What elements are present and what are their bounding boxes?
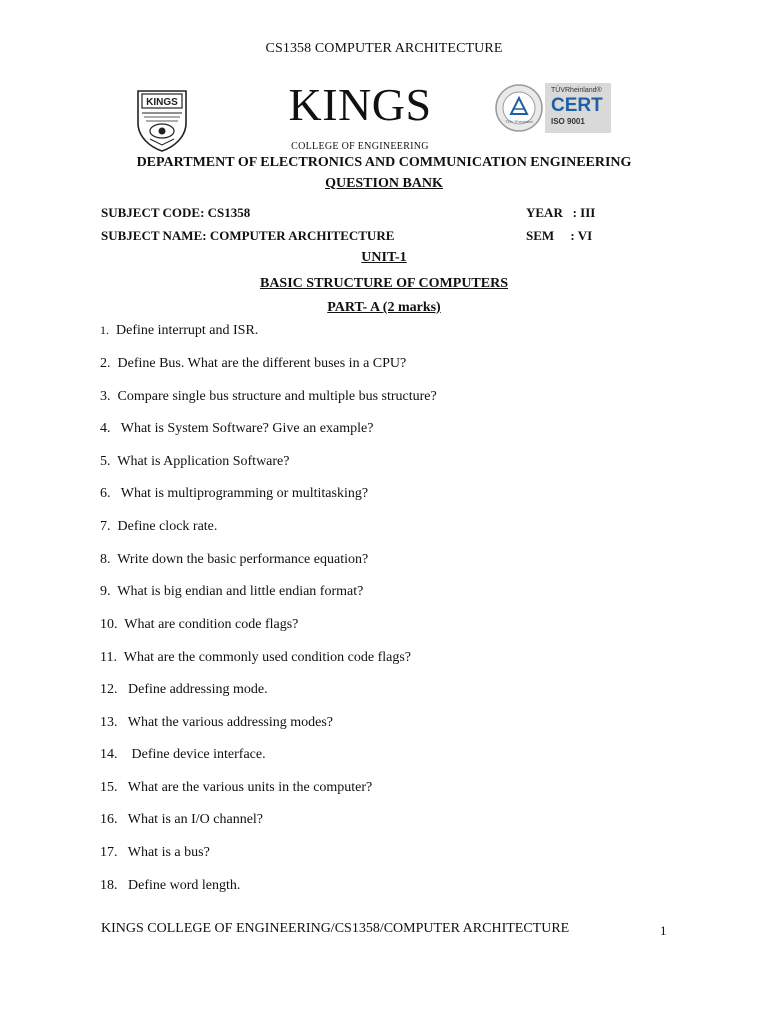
tuv-cert-logo-icon: [493, 83, 611, 133]
question-item: 17. What is a bus?: [100, 845, 210, 860]
question-item: 6. What is multiprogramming or multitasking?: [100, 486, 369, 501]
question-item: 1. Define interrupt and ISR.: [100, 323, 259, 338]
sem-label: SEM : VI: [526, 228, 593, 243]
year-label: YEAR : III: [526, 205, 596, 220]
college-subtitle: COLLEGE OF ENGINEERING: [291, 141, 429, 152]
subject-code: SUBJECT CODE: CS1358: [101, 205, 251, 220]
unit-label: UNIT-1: [361, 250, 407, 265]
question-item: 9. What is big endian and little endian format?: [100, 584, 364, 599]
running-header: CS1358 COMPUTER ARCHITECTURE: [265, 41, 503, 56]
question-item: 13. What the various addressing modes?: [100, 715, 334, 730]
unit-title: BASIC STRUCTURE OF COMPUTERS: [259, 276, 508, 291]
svg-text:KINGS: KINGS: [146, 97, 178, 108]
svg-text:TÜV Rheinland: TÜV Rheinland: [505, 119, 533, 124]
question-item: 2. Define Bus. What are the different buses in a CPU?: [100, 356, 407, 371]
question-item: 18. Define word length.: [100, 878, 241, 893]
question-item: 8. Write down the basic performance equation?: [100, 552, 369, 567]
question-item: 7. Define clock rate.: [100, 519, 218, 534]
question-item: 12. Define addressing mode.: [100, 682, 268, 697]
question-item: 11. What are the commonly used condition code flags?: [100, 650, 412, 665]
svg-text:ISO 9001: ISO 9001: [551, 117, 585, 126]
part-heading: PART- A (2 marks): [327, 300, 441, 315]
question-item: 5. What is Application Software?: [100, 454, 290, 469]
question-item: 4. What is System Software? Give an example?: [100, 421, 374, 436]
kings-crest-icon: [134, 87, 190, 153]
page-footer: KINGS COLLEGE OF ENGINEERING/CS1358/COMPUTER ARCHITECTURE: [101, 921, 570, 936]
question-item: 15. What are the various units in the computer?: [100, 780, 373, 795]
document-type: QUESTION BANK: [325, 176, 443, 191]
page-number: 1: [660, 923, 667, 938]
college-name: KINGS: [288, 79, 432, 130]
department-title: DEPARTMENT OF ELECTRONICS AND COMMUNICATION ENGINEERING: [136, 155, 632, 170]
question-item: 14. Define device interface.: [100, 747, 266, 762]
svg-text:CERT: CERT: [551, 95, 603, 116]
question-item: 3. Compare single bus structure and multiple bus structure?: [100, 389, 437, 404]
svg-text:TÜVRheinland®: TÜVRheinland®: [551, 87, 602, 94]
question-item: 16. What is an I/O channel?: [100, 812, 264, 827]
subject-name: SUBJECT NAME: COMPUTER ARCHITECTURE: [101, 228, 395, 243]
question-item: 10. What are condition code flags?: [100, 617, 299, 632]
